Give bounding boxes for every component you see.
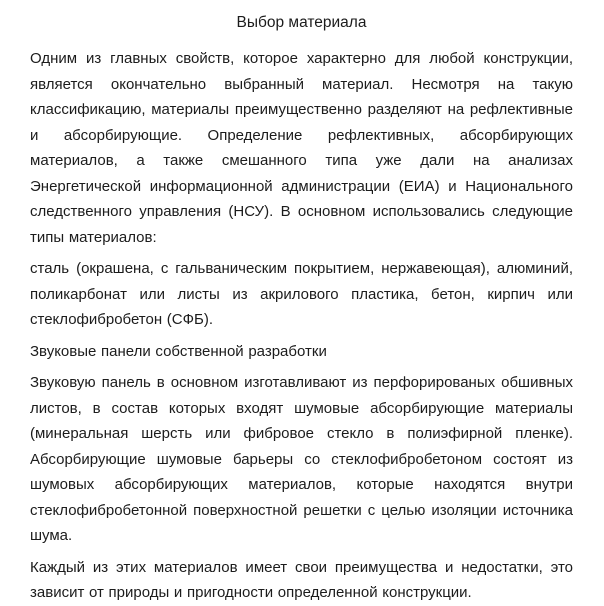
section-subheading: Звуковые панели собственной разработки: [30, 342, 327, 360]
paragraph-sound-panels: Звуковую панель в основном изготавливают из перфорированых обшивных листов, в состав которых входят шумовые абсорбирующие материалы (минеральная шерсть или фибровое стекло в полиэфирной пленке). Абсорбирующие шумовые барьеры со стеклофибробетоном состоят из шумовых абсорбирующих материалов, которые находятся внутри стеклофибробетонной поверхностной решетки с целью изоляции источника шума.: [30, 374, 573, 544]
paragraph-intro: Одним из главных свойств, которое характерно для любой конструкции, является окончательно выбранный материал. Несмотря на такую классификацию, материалы преимущественно разделяют на рефлективные и абсорбирующие. Определение рефлективных, абсорбирующих материалов, а также смешанного типа уже дали на анализах Энергетической информационной администрации (ЕИА) и Национального следственного управления (НСУ). В основном использовались следующие типы материалов:: [30, 50, 573, 246]
paragraph-conclusion: Каждый из этих материалов имеет свои преимущества и недостатки, это зависит от природы и пригодности определенной конструкции.: [30, 558, 573, 601]
paragraph-materials-list: сталь (окрашена, с гальваническим покрытием, нержавеющая), алюминий, поликарбонат или листы из акрилового пластика, бетон, кирпич или стеклофибробетон (СФБ).: [30, 260, 573, 328]
document-title: Выбор материала: [236, 14, 367, 31]
